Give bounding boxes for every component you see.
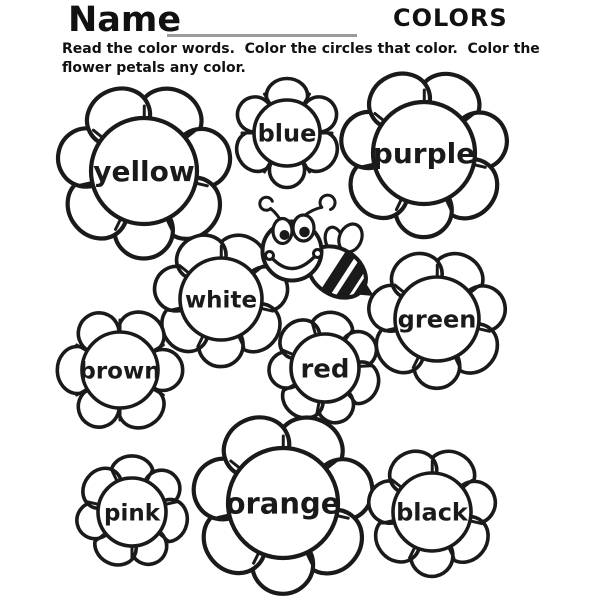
bee-smile-dot-left (266, 252, 274, 260)
flower-purple[interactable] (336, 64, 513, 238)
bee-pupil-right (299, 227, 310, 238)
flower-word-blue: blue (257, 119, 317, 148)
flower-yellow[interactable] (52, 78, 235, 258)
name-label: Name (68, 0, 182, 40)
page-title: COLORS (393, 4, 508, 32)
flower-word-yellow: yellow (93, 155, 195, 189)
instructions-line2: flower petals any color. (62, 59, 246, 76)
flower-word-purple: purple (372, 137, 476, 171)
flower-word-red: red (300, 354, 350, 385)
flower-word-black: black (396, 498, 468, 527)
flower-word-brown: brown (79, 358, 161, 385)
flower-word-orange: orange (225, 486, 341, 521)
flower-black[interactable] (365, 444, 500, 577)
flower-word-white: white (184, 287, 258, 314)
flower-orange[interactable] (188, 407, 379, 594)
flower-green[interactable] (364, 245, 509, 388)
flower-pink[interactable] (73, 456, 191, 572)
bee-antenna-right-curl (320, 195, 335, 209)
bee-pupil-left (280, 230, 290, 240)
bee-antenna-left-curl (260, 197, 272, 210)
flower-layer (52, 64, 512, 594)
flower-red[interactable] (268, 309, 385, 427)
flower-word-green: green (397, 305, 477, 334)
bee-smile-dot-right (314, 250, 322, 258)
flower-blue[interactable] (230, 79, 345, 188)
flower-word-pink: pink (103, 500, 161, 527)
instructions-line1: Read the color words. Color the circles that color. Color the (62, 41, 540, 57)
